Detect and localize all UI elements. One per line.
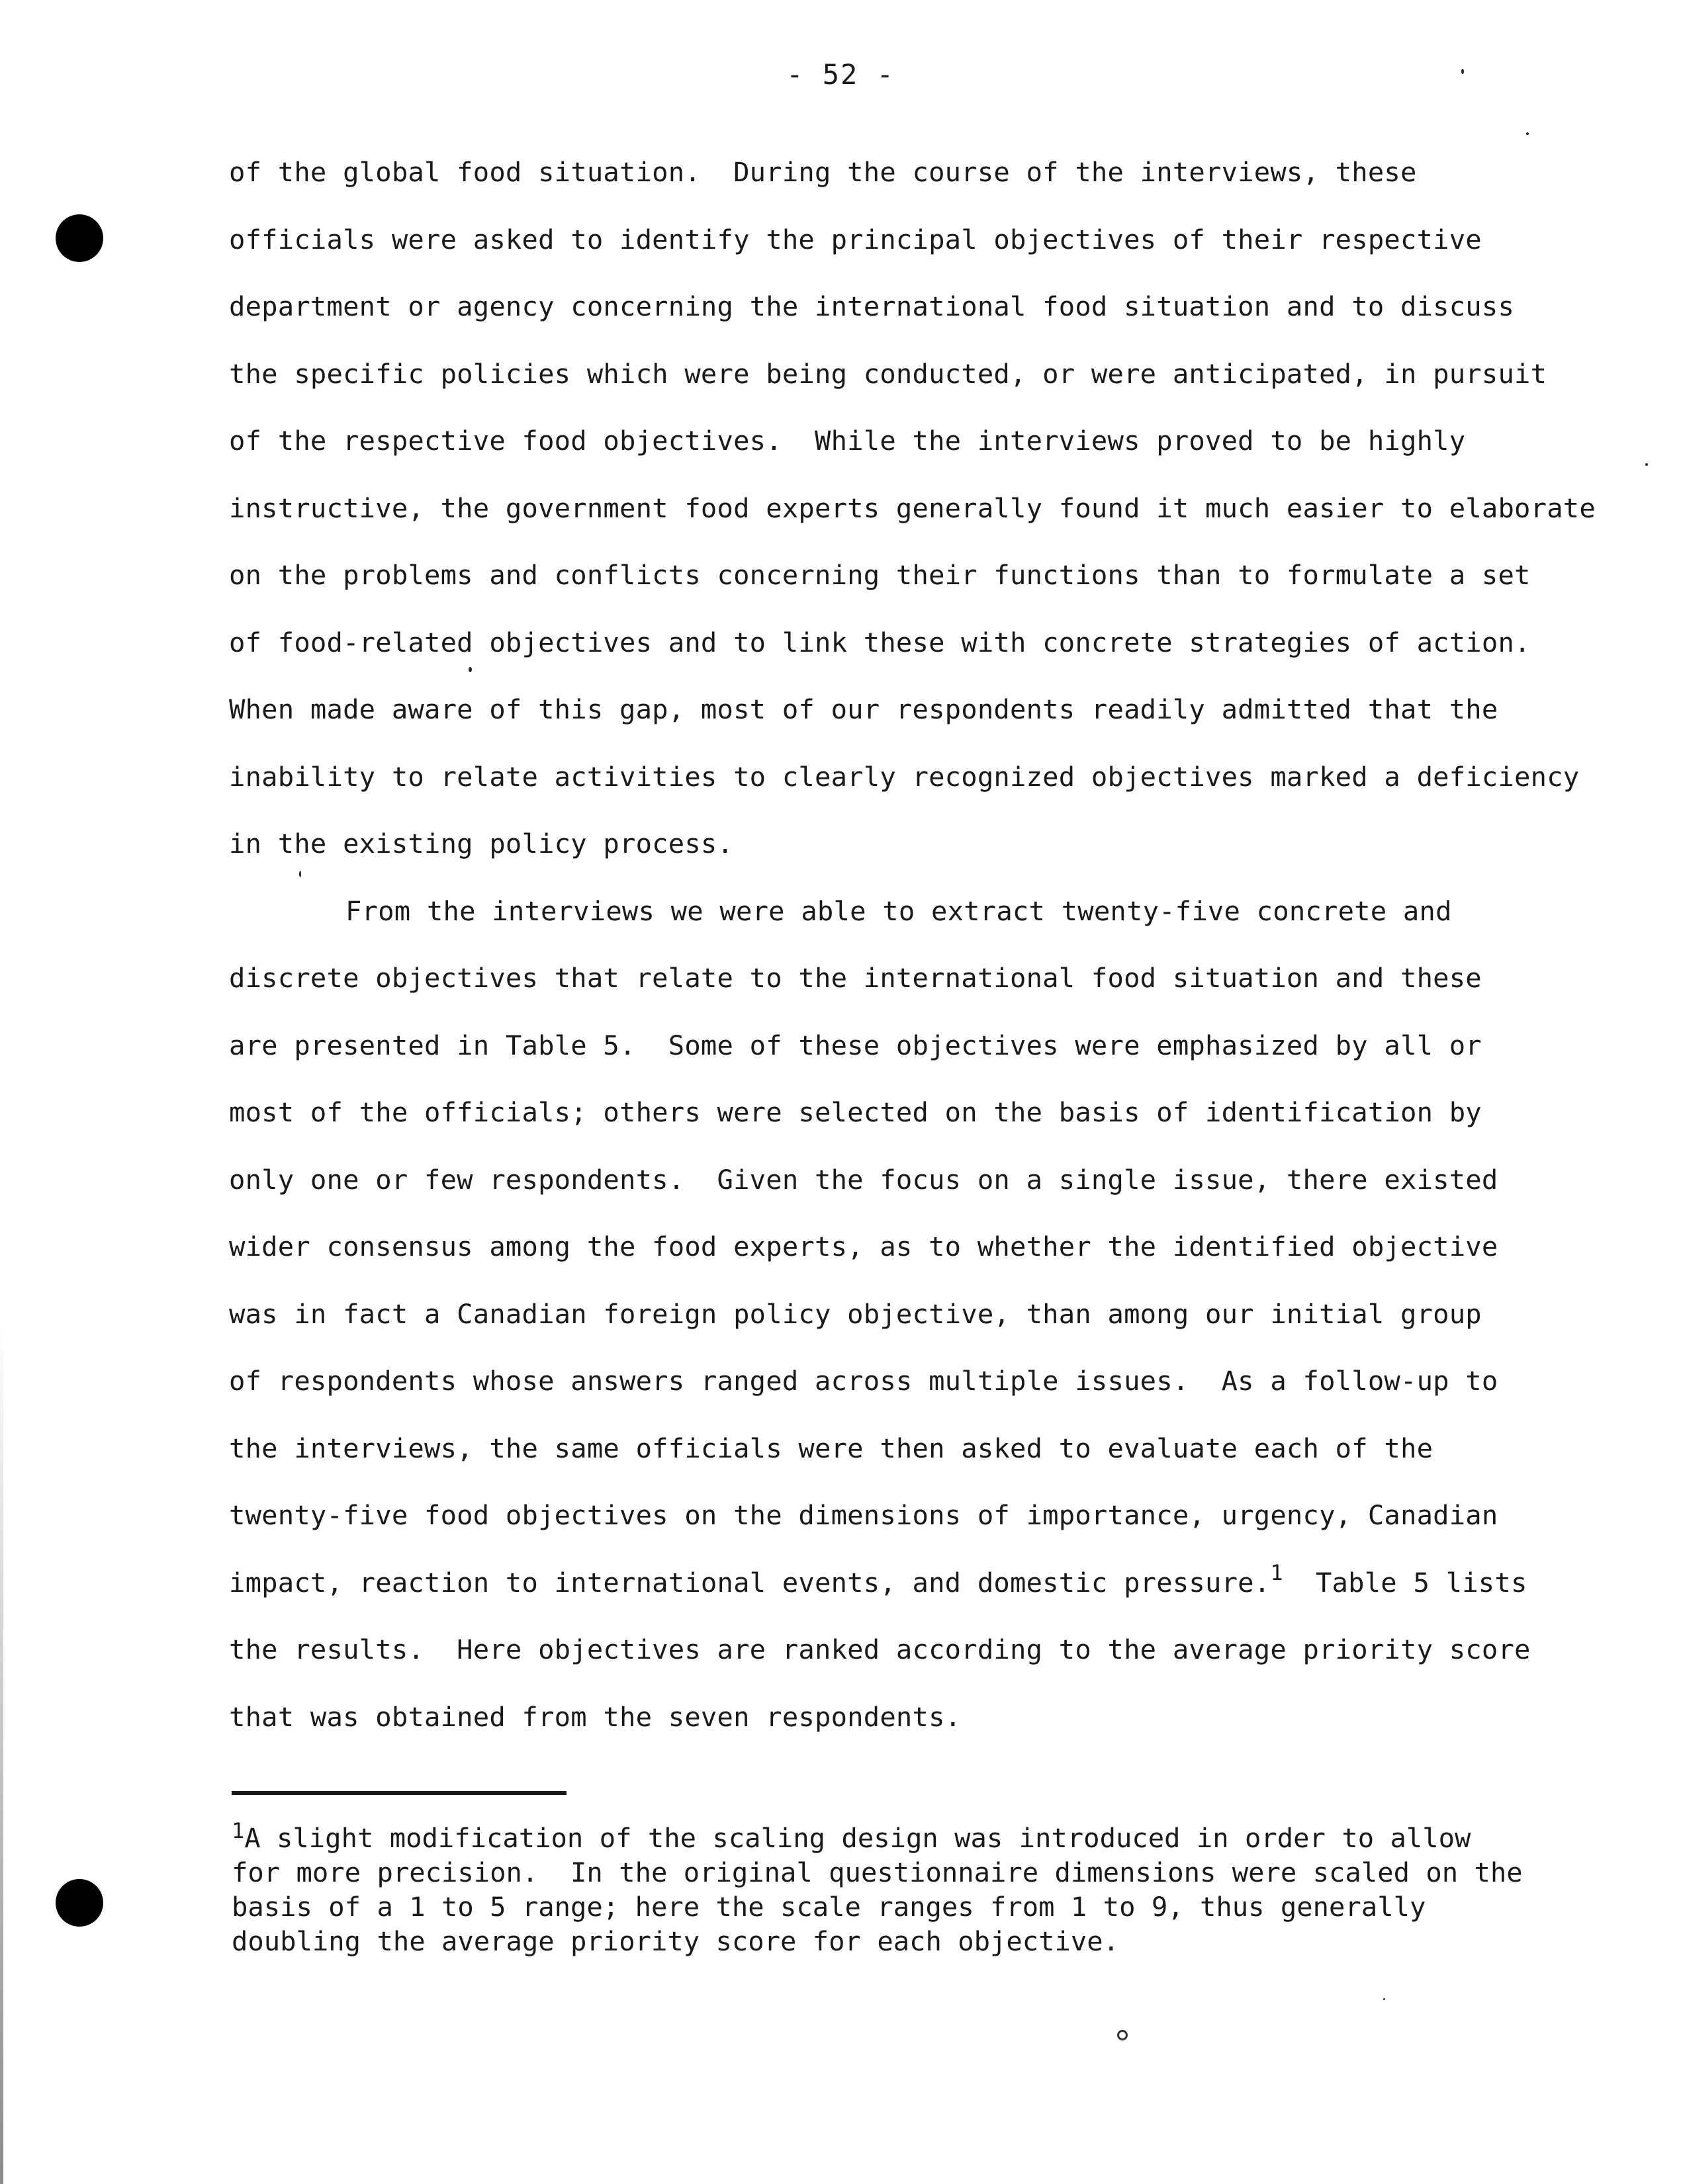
footnote-line <box>232 1818 1648 1855</box>
scan-speck <box>469 667 472 672</box>
text-line: on the problems and conflicts concerning their functions than to formulate a set <box>229 559 1531 591</box>
text-line: the specific policies which were being conducted, or were anticipated, in pursuit <box>229 357 1547 390</box>
text-line: in the existing policy process. <box>229 828 734 859</box>
text-line: department or agency concerning the international food situation and to discuss <box>229 290 1515 322</box>
paragraph-1 <box>229 139 1645 878</box>
footnote-reference: 1 <box>1270 1559 1283 1585</box>
text-line: of the global food situation. During the course of the interviews, these <box>229 156 1417 188</box>
text-line: of food-related objectives and to link these with concrete strategies of action. <box>229 626 1531 658</box>
text-line: the interviews, the same officials were then asked to evaluate each of the <box>229 1432 1433 1464</box>
text-line: twenty-five food objectives on the dimensions of importance, urgency, Canadian <box>229 1499 1498 1531</box>
binder-hole-top <box>56 214 103 262</box>
binder-hole-bottom <box>56 1879 103 1927</box>
scan-speck <box>1645 463 1648 466</box>
text-line: only one or few respondents. Given the focus on a single issue, there existed <box>229 1163 1498 1196</box>
text-line: instructive, the government food experts generally found it much easier to elaborate <box>229 492 1596 524</box>
footnote <box>232 1818 1648 1958</box>
left-edge-shadow <box>0 1323 3 2184</box>
footnote-mark: 1 <box>232 1818 245 1843</box>
footnote-line: for more precision. In the original questionnaire dimensions were scaled on the <box>232 1856 1523 1888</box>
text-line: are presented in Table 5. Some of these objectives were emphasized by all or <box>229 1029 1482 1061</box>
scan-speck-ring <box>1117 2030 1128 2040</box>
text-line: that was obtained from the seven respondents. <box>229 1700 962 1733</box>
text-line: of respondents whose answers ranged across multiple issues. As a follow-up to <box>229 1365 1498 1397</box>
text-line: inability to relate activities to clearly recognized objectives marked a deficiency <box>229 760 1580 793</box>
text-line: officials were asked to identify the principal objectives of their respective <box>229 223 1482 255</box>
page-number: - 52 - <box>786 58 895 91</box>
scan-speck <box>299 871 301 877</box>
scan-speck <box>1526 132 1529 135</box>
text-line: was in fact a Canadian foreign policy objective, than among our initial group <box>229 1297 1482 1330</box>
text-segment: Table 5 lists <box>1283 1566 1527 1598</box>
footnote-separator <box>232 1791 567 1795</box>
text-line: When made aware of this gap, most of our respondents readily admitted that the <box>229 693 1498 725</box>
body-text <box>229 139 1645 1751</box>
footnote-text: A slight modification of the scaling design was introduced in order to allow <box>244 1822 1471 1854</box>
scan-speck <box>1383 1998 1385 2000</box>
text-line: the results. Here objectives are ranked according to the average priority score <box>229 1634 1531 1665</box>
text-line: discrete objectives that relate to the international food situation and these <box>229 962 1482 994</box>
text-line: From the interviews we were able to extract twenty-five concrete and <box>345 895 1452 927</box>
text-line: most of the officials; others were selected on the basis of identification by <box>229 1096 1482 1128</box>
footnote-line: doubling the average priority score for each objective. <box>232 1925 1120 1957</box>
text-line-with-footnote-ref <box>229 1550 1645 1617</box>
text-line: of the respective food objectives. While the interviews proved to be highly <box>229 425 1466 457</box>
paragraph-2 <box>229 878 1645 1751</box>
text-segment: impact, reaction to international events, and domestic pressure. <box>229 1566 1271 1598</box>
text-line: wider consensus among the food experts, as to whether the identified objective <box>229 1231 1498 1262</box>
scan-speck <box>1461 69 1464 74</box>
footnote-line: basis of a 1 to 5 range; here the scale ranges from 1 to 9, thus generally <box>232 1891 1426 1923</box>
